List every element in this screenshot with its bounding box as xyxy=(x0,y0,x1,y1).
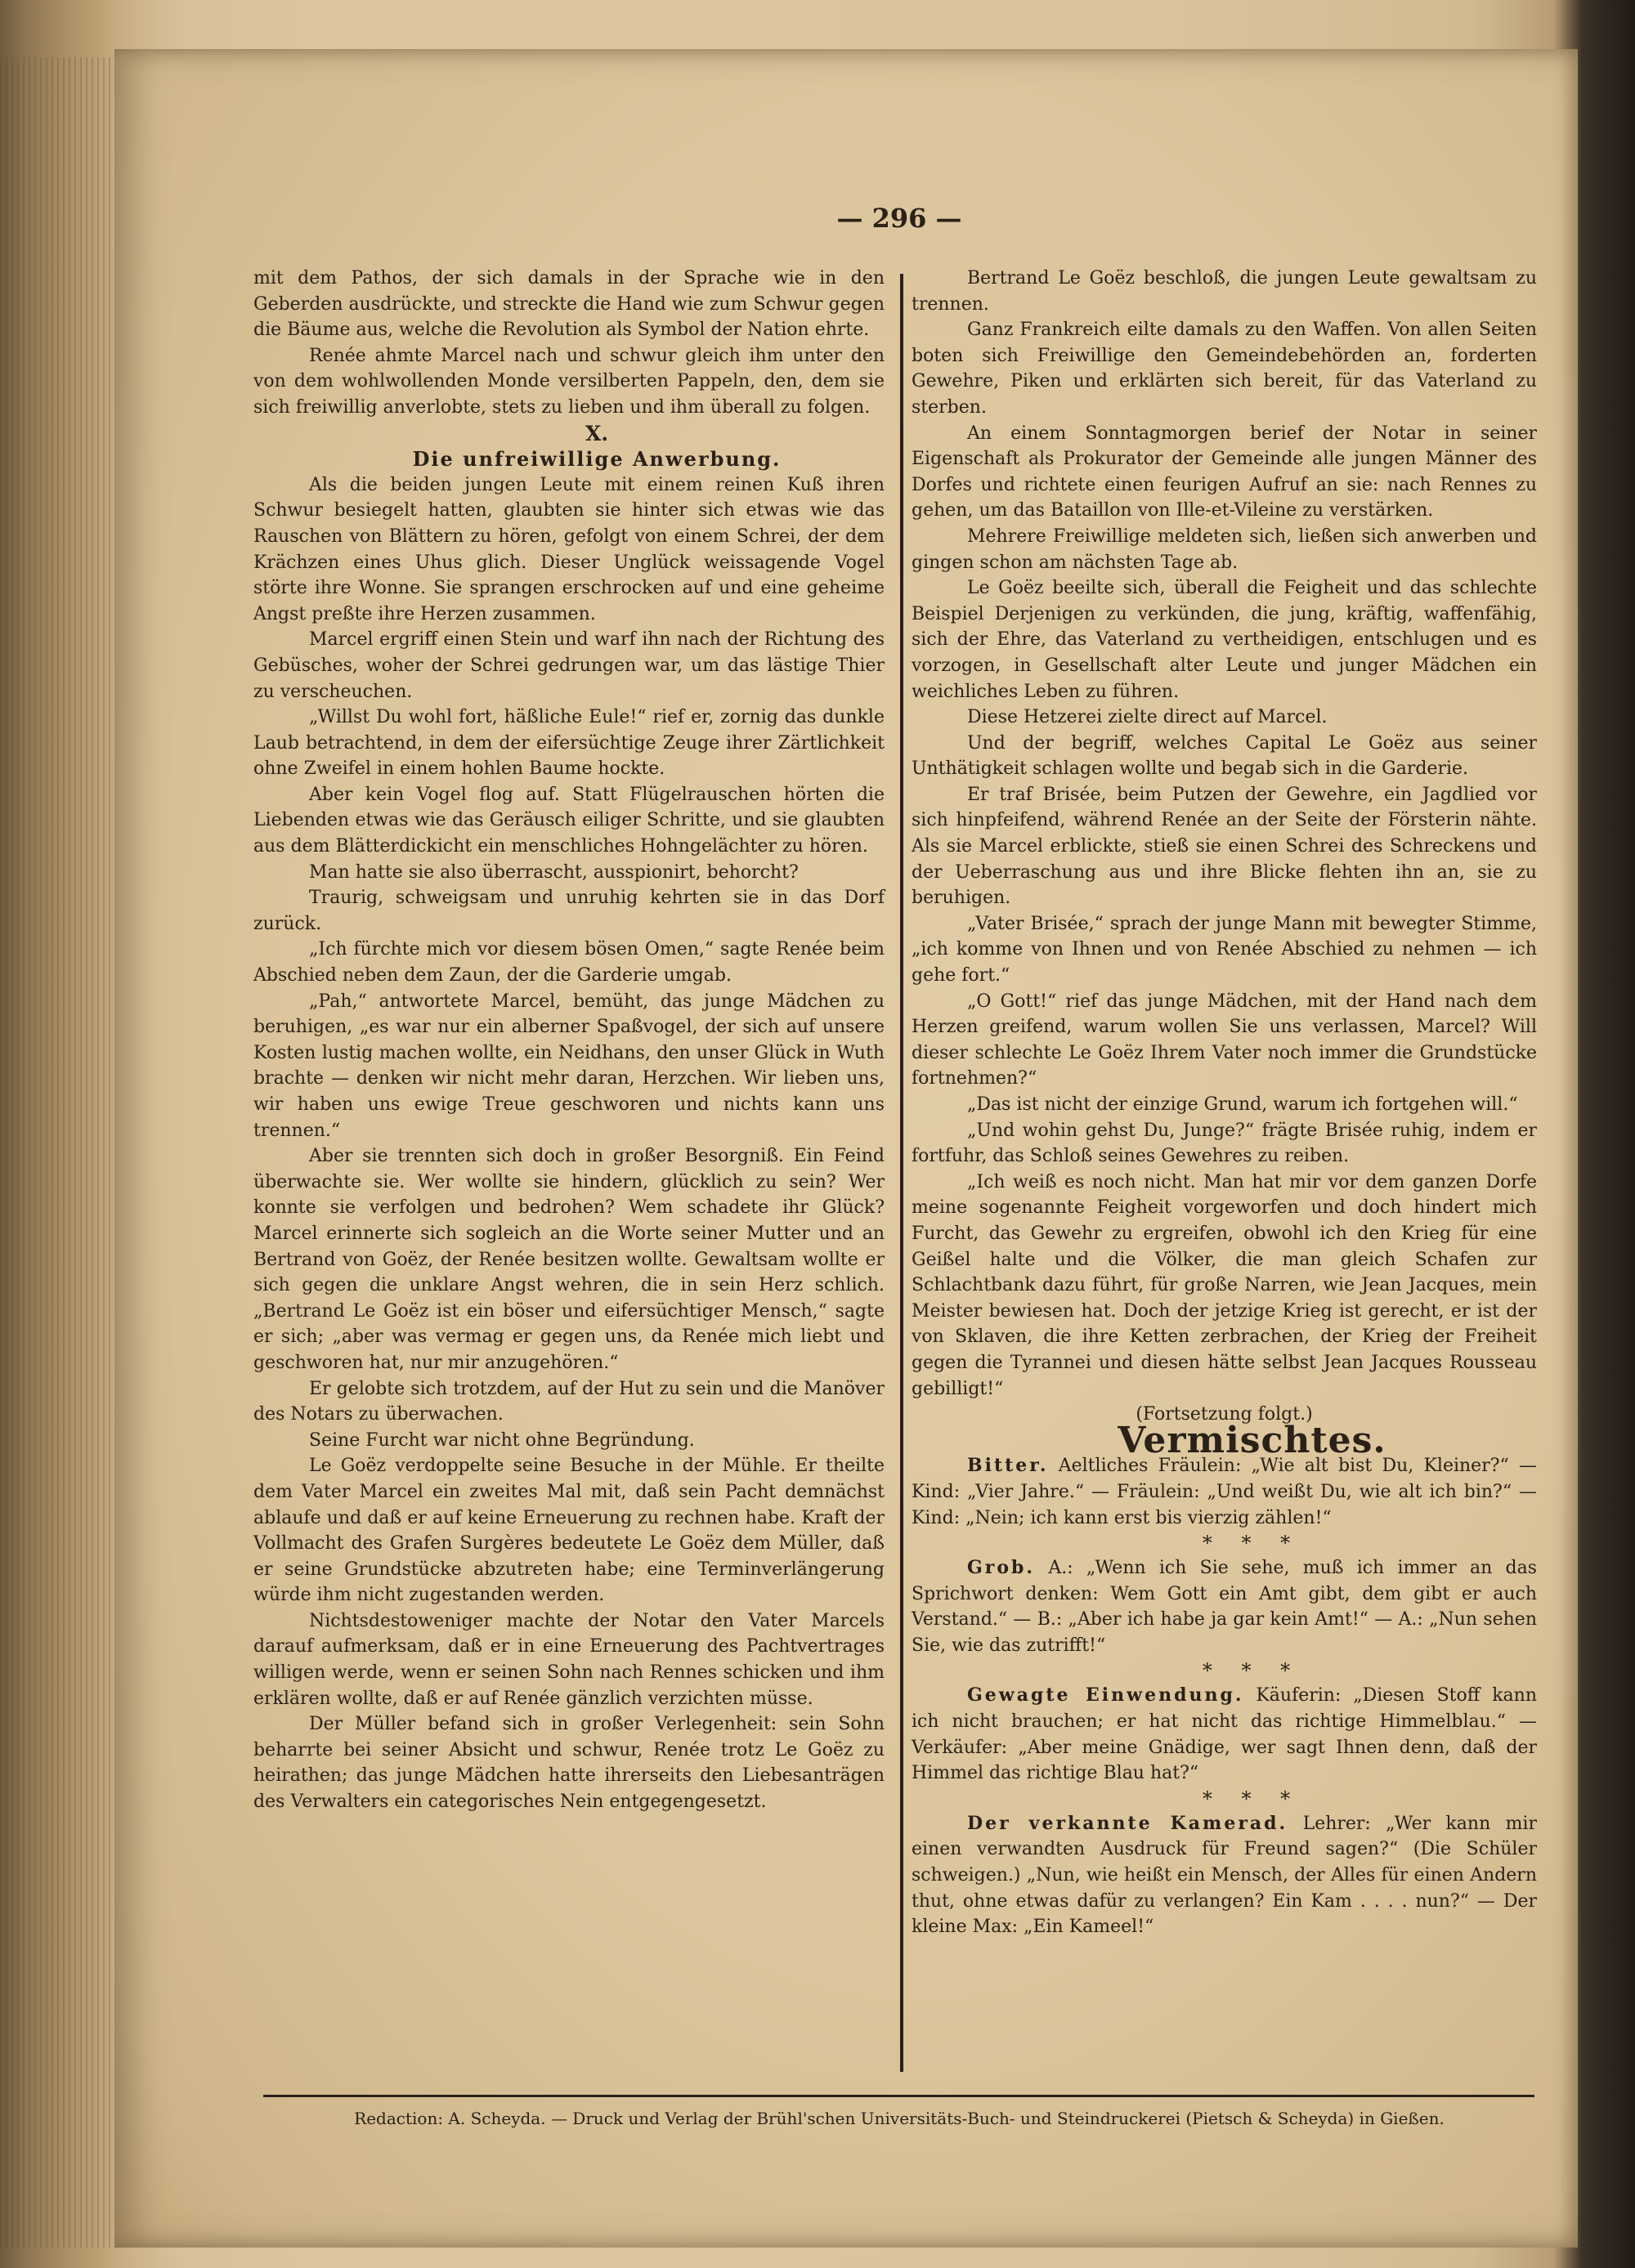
anecdote xyxy=(912,1555,1537,1658)
paragraph: Marcel ergriff einen Stein und warf ihn nach der Richtung des Gebüsches, woher der Schrei gedrungen war, um das lästige Thier zu verscheuchen. xyxy=(253,629,885,702)
paragraph: „Willst Du wohl fort, häßliche Eule!“ rief er, zornig das dunkle Laub betrachtend, in dem der eifersüchtige Zeuge ihrer Zärtlichkeit ohne Zweifel in einem hohlen Baume hockte. xyxy=(253,707,885,780)
column-divider xyxy=(900,274,903,2072)
page-number: — 296 — xyxy=(836,203,962,234)
paragraph: Er gelobte sich trotzdem, auf der Hut zu sein und die Manöver des Notars zu überwachen. xyxy=(253,1378,885,1425)
paragraph: „O Gott!“ rief das junge Mädchen, mit der Hand nach dem Herzen greifend, warum wollen Sie uns verlassen, Marcel? Will dieser schlechte Le Goëz Ihrem Vater noch immer die Grundstücke fortnehmen?“ xyxy=(912,991,1537,1089)
paragraph: Aber sie trennten sich doch in großer Besorgniß. Ein Feind überwachte sie. Wer wollte sie hindern, glücklich zu sein? Wer konnte sie verfolgen und bedrohen? Wem schadete ihr Glück? Marcel erinnerte sich sogleich an die Worte seiner Mutter und an Bertrand von Goëz, der Renée besitzen wollte. Gewaltsam wollte er sich gegen die unklare Angst wehren, die in sein Herz schlich. „Bertrand Le Goëz ist ein böser und eifersüchtiger Mensch,“ sagte er sich; „aber was vermag er gegen uns, da Renée mich liebt und geschworen hat, nur mir anzugehören.“ xyxy=(253,1146,885,1373)
anecdote-text: A.: „Wenn ich Sie sehe, muß ich immer an das Sprichwort denken: Wem Gott ein Amt gibt, dem gibt er auch Verstand.“ — B.: „Aber ich habe ja gar kein Amt!“ — A.: „Nun sehen Sie, wie das zutrifft!“ xyxy=(912,1558,1537,1656)
book-page-edges xyxy=(0,57,114,2248)
anecdote-title: Bitter. xyxy=(967,1455,1049,1477)
anecdote xyxy=(912,1453,1537,1531)
paragraph: Man hatte sie also überrascht, ausspionirt, behorcht? xyxy=(309,861,799,883)
paragraph: „Pah,“ antwortete Marcel, bemüht, das junge Mädchen zu beruhigen, „es war nur ein alberner Spaßvogel, der sich auf unsere Kosten lustig machen wollte, ein Neidhans, den unser Glück in Wuth brachte — denken wir nicht mehr daran, Herzchen. Wir lieben uns, wir haben uns ewige Treue geschworen und nichts kann uns trennen.“ xyxy=(253,991,885,1141)
anecdote-text: Aeltliches Fräulein: „Wie alt bist Du, Kleiner?“ — Kind: „Vier Jahre.“ — Fräulein: „Und weißt Du, wie alt ich bin?“ — Kind: „Nein; ich kann erst bis vierzig zählen!“ xyxy=(912,1456,1537,1528)
paragraph: Der Müller befand sich in großer Verlegenheit: sein Sohn beharrte bei seiner Absicht und schwur, Renée trotz Le Goëz zu heirathen; das junge Mädchen hatte ihrerseits den Liebesanträgen des Verwalters ein categorisches Nein entgegengesetzt. xyxy=(253,1714,885,1813)
paragraph: Mehrere Freiwillige meldeten sich, ließen sich anwerben und gingen schon am nächsten Tage ab. xyxy=(912,526,1537,573)
paragraph: Le Goëz beeilte sich, überall die Feigheit und das schlechte Beispiel Derjenigen zu verkünden, die jung, kräftig, waffenfähig, sich der Ehre, das Vaterland zu vertheidigen, entschlugen und es vorzogen, in Gesellschaft alter Leute und junger Mädchen ein weichliches Leben zu führen. xyxy=(912,578,1537,702)
paragraph: „Ich fürchte mich vor diesem bösen Omen,“ sagte Renée beim Abschied neben dem Zaun, der die Garderie umgab. xyxy=(253,939,885,986)
star-separator: * * * xyxy=(1202,1659,1302,1683)
paragraph: Seine Furcht war nicht ohne Begründung. xyxy=(309,1429,695,1451)
anecdote-text: Lehrer: „Wer kann mir einen verwandten Ausdruck für Freund sagen?“ (Die Schüler schweigen.) „Nun, wie heißt ein Mensch, der Alles für einen Andern thut, ohne etwas dafür zu verlangen? Ein Kam . . . . nun?“ — Der kleine Max: „Ein Kameel!“ xyxy=(912,1813,1538,1938)
star-separator: * * * xyxy=(1202,1532,1302,1555)
paragraph: Le Goëz verdoppelte seine Besuche in der Mühle. Er theilte dem Vater Marcel ein zweites Mal mit, daß sein Pacht demnächst ablaufe und daß er auf keine Erneuerung zu rechnen habe. Kraft der Vollmacht des Grafen Surgères bedeutete Le Goëz dem Müller, daß er seine Grundstücke abzutreten habe; eine Terminverlängerung würde ihm nicht zugestanden werden. xyxy=(253,1456,885,1606)
anecdote-title: Grob. xyxy=(967,1557,1036,1579)
footer-rule xyxy=(263,2095,1534,2097)
paragraph: Bertrand Le Goëz beschloß, die jungen Leute gewaltsam zu trennen. xyxy=(912,268,1537,315)
anecdote-title: Gewagte Einwendung. xyxy=(967,1684,1244,1707)
paragraph: Er traf Brisée, beim Putzen der Gewehre, ein Jagdlied vor sich hinpfeifend, während Renée an der Seite der Försterin nähte. Als sie Marcel erblickte, stieß sie einen Schrei des Schreckens und der Ueberraschung aus und ihre Blicke flehten ihn an, sie zu beruhigen. xyxy=(912,784,1537,909)
paragraph: „Das ist nicht der einzige Grund, warum ich fortgehen will.“ xyxy=(967,1094,1518,1115)
paragraph: Diese Hetzerei zielte direct auf Marcel. xyxy=(967,707,1328,728)
section-title: Die unfreiwillige Anwerbung. xyxy=(412,447,782,472)
imprint-footer: Redaction: A. Scheyda. — Druck und Verlag der Brühl'schen Universitäts-Buch- und Steindruckerei (Pietsch & Scheyda) in Gießen. xyxy=(354,2109,1445,2128)
paragraph: Als die beiden jungen Leute mit einem reinen Kuß ihren Schwur besiegelt hatten, glaubten sie hinter sich etwas wie das Rauschen von Blättern zu hören, gefolgt von einem Schrei, der dem Krächzen eines Uhus glich. Dieser Unglück weissagende Vogel störte ihre Wonne. Sie sprangen erschrocken auf und eine geheime Angst preßte ihre Herzen zusammen. xyxy=(253,474,885,624)
anecdote xyxy=(912,1811,1537,1940)
continued-note: (Fortsetzung folgt.) xyxy=(1136,1404,1313,1425)
anecdote xyxy=(912,1683,1537,1786)
paragraph: mit dem Pathos, der sich damals in der Sprache wie in den Geberden ausdrückte, und streckte die Hand wie zum Schwur gegen die Bäume aus, welche die Revolution als Symbol der Nation ehrte. xyxy=(253,268,885,341)
miscellany-heading: Vermischtes. xyxy=(1118,1419,1386,1461)
paragraph: Traurig, schweigsam und unruhig kehrten sie in das Dorf zurück. xyxy=(253,888,885,934)
paragraph: An einem Sonntagmorgen berief der Notar in seiner Eigenschaft als Prokurator der Gemeinde alle jungen Männer des Dorfes und richtete einen feurigen Aufruf an sie: nach Rennes zu gehen, um das Bataillon von Ille-et-Vileine zu verstärken. xyxy=(912,423,1537,521)
anecdote-title: Der verkannte Kamerad. xyxy=(967,1812,1288,1834)
star-separator: * * * xyxy=(1202,1787,1302,1810)
paragraph: „Und wohin gehst Du, Junge?“ frägte Brisée ruhig, indem er fortfuhr, das Schloß seines Gewehres zu reiben. xyxy=(912,1120,1537,1167)
paragraph: Nichtsdestoweniger machte der Notar den Vater Marcels darauf aufmerksam, daß er in eine Erneuerung des Pachtvertrages willigen werde, wenn er seinen Sohn nach Rennes schicken und ihm erklären wollte, daß er auf Renée gänzlich verzichten müsse. xyxy=(253,1610,885,1709)
paragraph: Ganz Frankreich eilte damals zu den Waffen. Von allen Seiten boten sich Freiwillige den Gemeindebehörden an, forderten Gewehre, Piken und erklärten sich bereit, für das Vaterland zu sterben. xyxy=(912,320,1537,418)
anecdote-text: Käuferin: „Diesen Stoff kann ich nicht brauchen; er hat nicht das richtige Himmelblau.“ — Verkäufer: „Aber meine Gnädige, wer sagt Ihnen denn, daß der Himmel das richtige Blau hat?“ xyxy=(912,1685,1538,1784)
paragraph: Renée ahmte Marcel nach und schwur gleich ihm unter den von dem wohlwollenden Monde versilberten Pappeln, den, dem sie sich freiwillig anverlobte, stets zu lieben und ihm überall zu folgen. xyxy=(253,345,885,418)
section-number: X. xyxy=(585,421,609,445)
right-column xyxy=(912,266,1537,1940)
paragraph: Und der begriff, welches Capital Le Goëz aus seiner Unthätigkeit schlagen wollte und begab sich in die Garderie. xyxy=(912,732,1537,780)
paragraph: „Ich weiß es noch nicht. Man hat mir vor dem ganzen Dorfe meine sogenannte Feigheit vorgeworfen und doch hindert mich Furcht, das Gewehr zu ergreifen, obwohl ich den Krieg für eine Geißel halte und die Völker, die man gleich Schafen zur Schlachtbank dazu führt, für große Narren, wie Jean Jacques, mein Meister bewiesen hat. Doch der jetzige Krieg ist gerecht, er ist der von Sklaven, die ihre Ketten zerbrachen, der Krieg der Freiheit gegen die Tyrannei und diesen hätte selbst Jean Jacques Rousseau gebilligt!“ xyxy=(912,1171,1537,1399)
paragraph: Aber kein Vogel flog auf. Statt Flügelrauschen hörten die Liebenden etwas wie das Geräusch eiliger Schritte, und sie glaubten aus dem Blätterdickicht ein menschliches Hohngelächter zu hören. xyxy=(253,784,885,857)
paragraph: „Vater Brisée,“ sprach der junge Mann mit bewegter Stimme, „ich komme von Ihnen und von Renée Abschied zu nehmen — ich gehe fort.“ xyxy=(912,913,1537,986)
left-column xyxy=(253,266,885,1815)
